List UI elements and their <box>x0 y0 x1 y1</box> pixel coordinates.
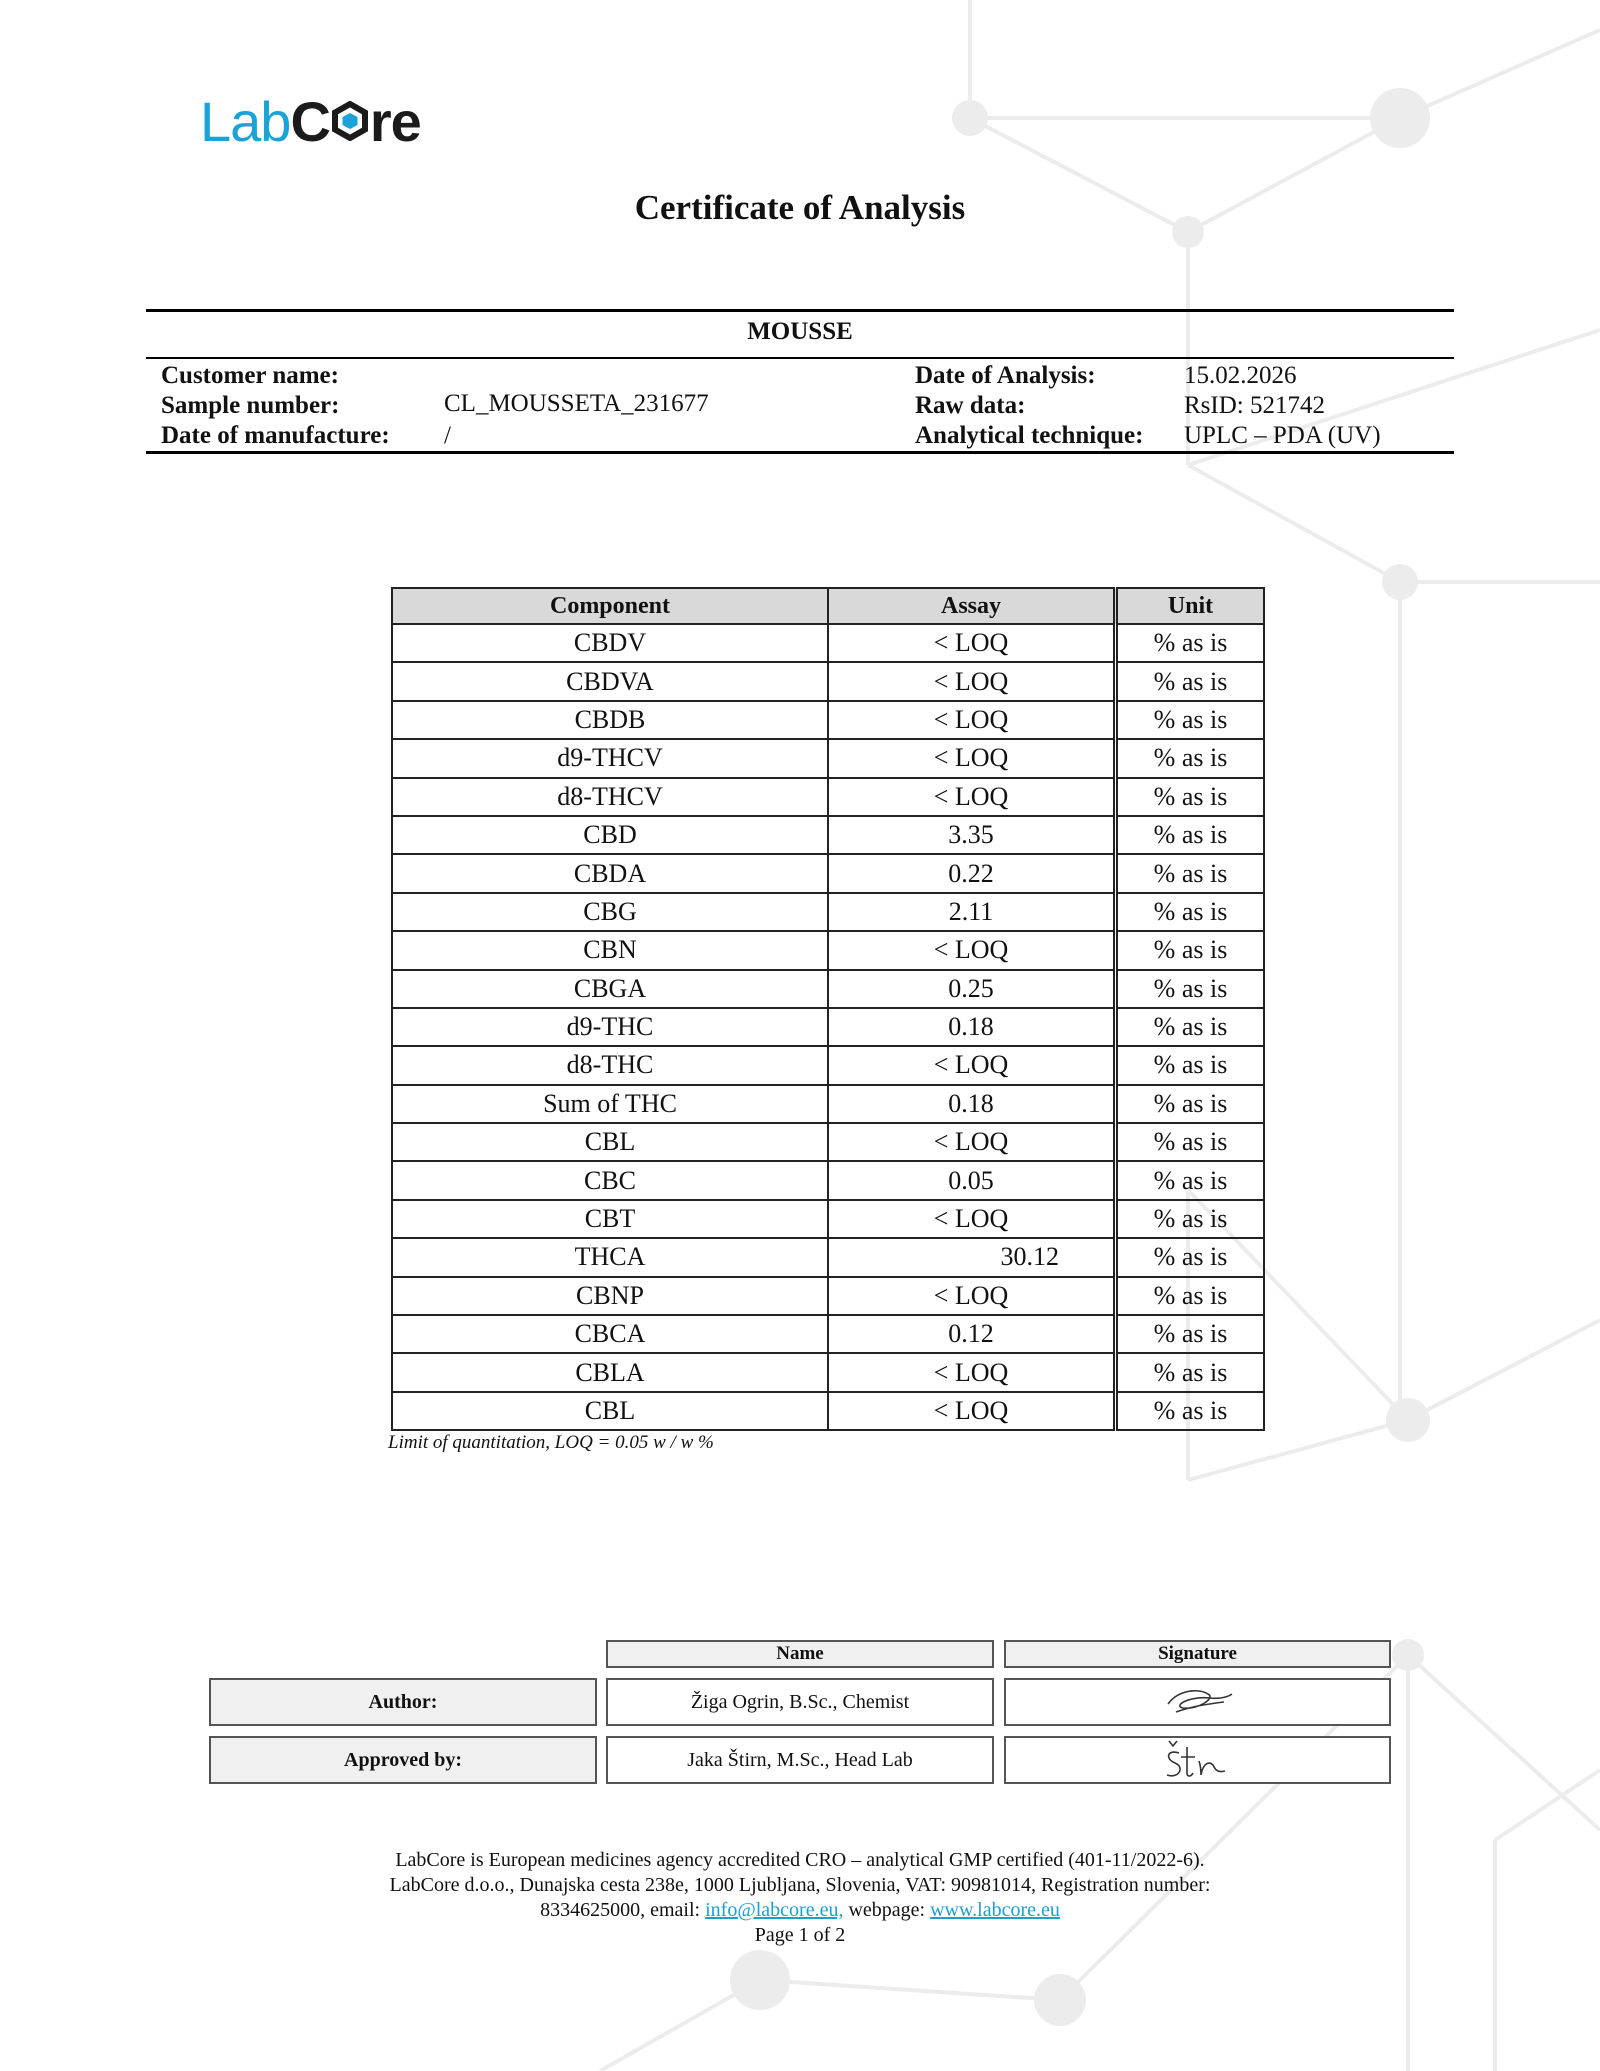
analytical-technique-value: UPLC – PDA (UV) <box>1184 422 1381 449</box>
component-cell: CBL <box>392 1392 828 1430</box>
table-row <box>392 1085 1264 1123</box>
footer-webpage-label: webpage: <box>848 1899 926 1921</box>
assay-cell: 0.12 <box>828 1315 1116 1353</box>
component-cell: d8-THC <box>392 1046 828 1084</box>
component-cell: CBG <box>392 893 828 931</box>
signature-header-signature: Signature <box>1004 1640 1391 1668</box>
unit-cell: % as is <box>1116 1085 1265 1123</box>
table-row <box>392 739 1264 777</box>
author-name: Žiga Ogrin, B.Sc., Chemist <box>606 1678 994 1726</box>
logo-text-core: C re <box>290 89 421 153</box>
table-row <box>392 816 1264 854</box>
unit-cell: % as is <box>1116 816 1265 854</box>
footer-registration: 8334625000, email: <box>540 1899 701 1921</box>
unit-cell: % as is <box>1116 970 1265 1008</box>
component-cell: CBDA <box>392 854 828 892</box>
assay-cell: 0.18 <box>828 1008 1116 1046</box>
unit-cell: % as is <box>1116 701 1265 739</box>
assay-cell: 3.35 <box>828 816 1116 854</box>
unit-cell: % as is <box>1116 1392 1265 1430</box>
assay-cell: 0.05 <box>828 1161 1116 1199</box>
assay-cell: < LOQ <box>828 701 1116 739</box>
date-of-analysis-label: Date of Analysis: <box>915 362 1096 389</box>
assay-cell: < LOQ <box>828 1392 1116 1430</box>
date-of-manufacture-label: Date of manufacture: <box>161 422 390 449</box>
unit-cell: % as is <box>1116 893 1265 931</box>
component-cell: CBL <box>392 1123 828 1161</box>
unit-cell: % as is <box>1116 662 1265 700</box>
table-row <box>392 1315 1264 1353</box>
assay-cell: < LOQ <box>828 624 1116 662</box>
assay-cell: < LOQ <box>828 778 1116 816</box>
assay-cell: < LOQ <box>828 1200 1116 1238</box>
author-label: Author: <box>209 1678 597 1726</box>
assay-cell: 0.18 <box>828 1085 1116 1123</box>
column-header-component: Component <box>392 588 828 624</box>
unit-cell: % as is <box>1116 1238 1265 1276</box>
assay-cell: < LOQ <box>828 1046 1116 1084</box>
assay-cell: < LOQ <box>828 931 1116 969</box>
page-number: Page 1 of 2 <box>754 1924 846 1946</box>
table-row <box>392 662 1264 700</box>
component-cell: CBDV <box>392 624 828 662</box>
signature-header-name: Name <box>606 1640 994 1668</box>
component-cell: CBLA <box>392 1353 828 1391</box>
unit-cell: % as is <box>1116 778 1265 816</box>
component-cell: CBDB <box>392 701 828 739</box>
component-cell: CBC <box>392 1161 828 1199</box>
sample-number-value: CL_MOUSSETA_231677 <box>444 390 709 417</box>
unit-cell: % as is <box>1116 931 1265 969</box>
labcore-logo <box>200 86 421 156</box>
page-footer <box>0 1848 1600 1948</box>
email-link[interactable]: info@labcore.eu, <box>705 1899 844 1921</box>
assay-cell: 0.25 <box>828 970 1116 1008</box>
unit-cell: % as is <box>1116 1315 1265 1353</box>
footer-contact <box>0 1898 1600 1923</box>
date-of-analysis-value: 15.02.2026 <box>1184 362 1297 389</box>
footer-accreditation: LabCore is European medicines agency accredited CRO – analytical GMP certified (401-11/2022-6). <box>395 1849 1205 1871</box>
component-cell: d9-THC <box>392 1008 828 1046</box>
component-cell: CBCA <box>392 1315 828 1353</box>
table-row <box>392 624 1264 662</box>
table-row <box>392 854 1264 892</box>
table-row <box>392 1046 1264 1084</box>
table-row <box>392 1238 1264 1276</box>
footer-address: LabCore d.o.o., Dunajska cesta 238e, 1000 Ljubljana, Slovenia, VAT: 90981014, Registration number: <box>389 1874 1211 1896</box>
component-cell: CBDVA <box>392 662 828 700</box>
approver-signature-scribble <box>1153 1737 1243 1783</box>
table-row <box>392 1008 1264 1046</box>
table-row <box>392 701 1264 739</box>
assay-cell: < LOQ <box>828 1277 1116 1315</box>
unit-cell: % as is <box>1116 854 1265 892</box>
unit-cell: % as is <box>1116 1008 1265 1046</box>
unit-cell: % as is <box>1116 739 1265 777</box>
component-cell: CBGA <box>392 970 828 1008</box>
author-signature <box>1004 1678 1391 1726</box>
component-cell: d9-THCV <box>392 739 828 777</box>
assay-cell: 2.11 <box>828 893 1116 931</box>
sample-number-label: Sample number: <box>161 392 340 419</box>
table-row <box>392 1353 1264 1391</box>
hexagon-logo-icon <box>331 101 369 141</box>
webpage-link[interactable]: www.labcore.eu <box>930 1899 1060 1921</box>
unit-cell: % as is <box>1116 1161 1265 1199</box>
column-header-assay: Assay <box>828 588 1116 624</box>
results-header-row <box>392 588 1264 624</box>
unit-cell: % as is <box>1116 1123 1265 1161</box>
component-cell: CBD <box>392 816 828 854</box>
table-row <box>392 1161 1264 1199</box>
table-row <box>392 1392 1264 1430</box>
assay-cell: 0.22 <box>828 854 1116 892</box>
component-cell: THCA <box>392 1238 828 1276</box>
raw-data-value: RsID: 521742 <box>1184 392 1325 419</box>
unit-cell: % as is <box>1116 1353 1265 1391</box>
component-cell: Sum of THC <box>392 1085 828 1123</box>
table-row <box>392 893 1264 931</box>
customer-name-label: Customer name: <box>161 362 339 389</box>
component-cell: CBT <box>392 1200 828 1238</box>
table-row <box>392 778 1264 816</box>
component-cell: d8-THCV <box>392 778 828 816</box>
header-mid-rule <box>146 357 1454 359</box>
document-title: Certificate of Analysis <box>634 188 966 227</box>
unit-cell: % as is <box>1116 1200 1265 1238</box>
logo-text-lab: Lab <box>200 89 291 153</box>
assay-cell: 30.12 <box>828 1238 1116 1276</box>
table-row <box>392 970 1264 1008</box>
unit-cell: % as is <box>1116 1046 1265 1084</box>
approver-signature <box>1004 1736 1391 1784</box>
assay-cell: < LOQ <box>828 739 1116 777</box>
product-name: MOUSSE <box>747 318 853 345</box>
component-cell: CBNP <box>392 1277 828 1315</box>
assay-cell: < LOQ <box>828 1123 1116 1161</box>
raw-data-label: Raw data: <box>915 392 1026 419</box>
table-row <box>392 931 1264 969</box>
header-top-rule <box>146 309 1454 312</box>
component-cell: CBN <box>392 931 828 969</box>
unit-cell: % as is <box>1116 1277 1265 1315</box>
table-row <box>392 1123 1264 1161</box>
date-of-manufacture-value: / <box>444 422 451 449</box>
author-signature-scribble <box>1158 1682 1238 1722</box>
approved-by-label: Approved by: <box>209 1736 597 1784</box>
header-bottom-rule <box>146 451 1454 454</box>
table-row <box>392 1200 1264 1238</box>
analytical-technique-label: Analytical technique: <box>915 422 1144 449</box>
approver-name: Jaka Štirn, M.Sc., Head Lab <box>606 1736 994 1784</box>
column-header-unit: Unit <box>1116 588 1265 624</box>
results-table <box>391 587 1265 1431</box>
unit-cell: % as is <box>1116 624 1265 662</box>
assay-cell: < LOQ <box>828 1353 1116 1391</box>
table-row <box>392 1277 1264 1315</box>
loq-footnote: Limit of quantitation, LOQ = 0.05 w / w % <box>388 1432 714 1453</box>
results-body <box>392 624 1264 1430</box>
assay-cell: < LOQ <box>828 662 1116 700</box>
